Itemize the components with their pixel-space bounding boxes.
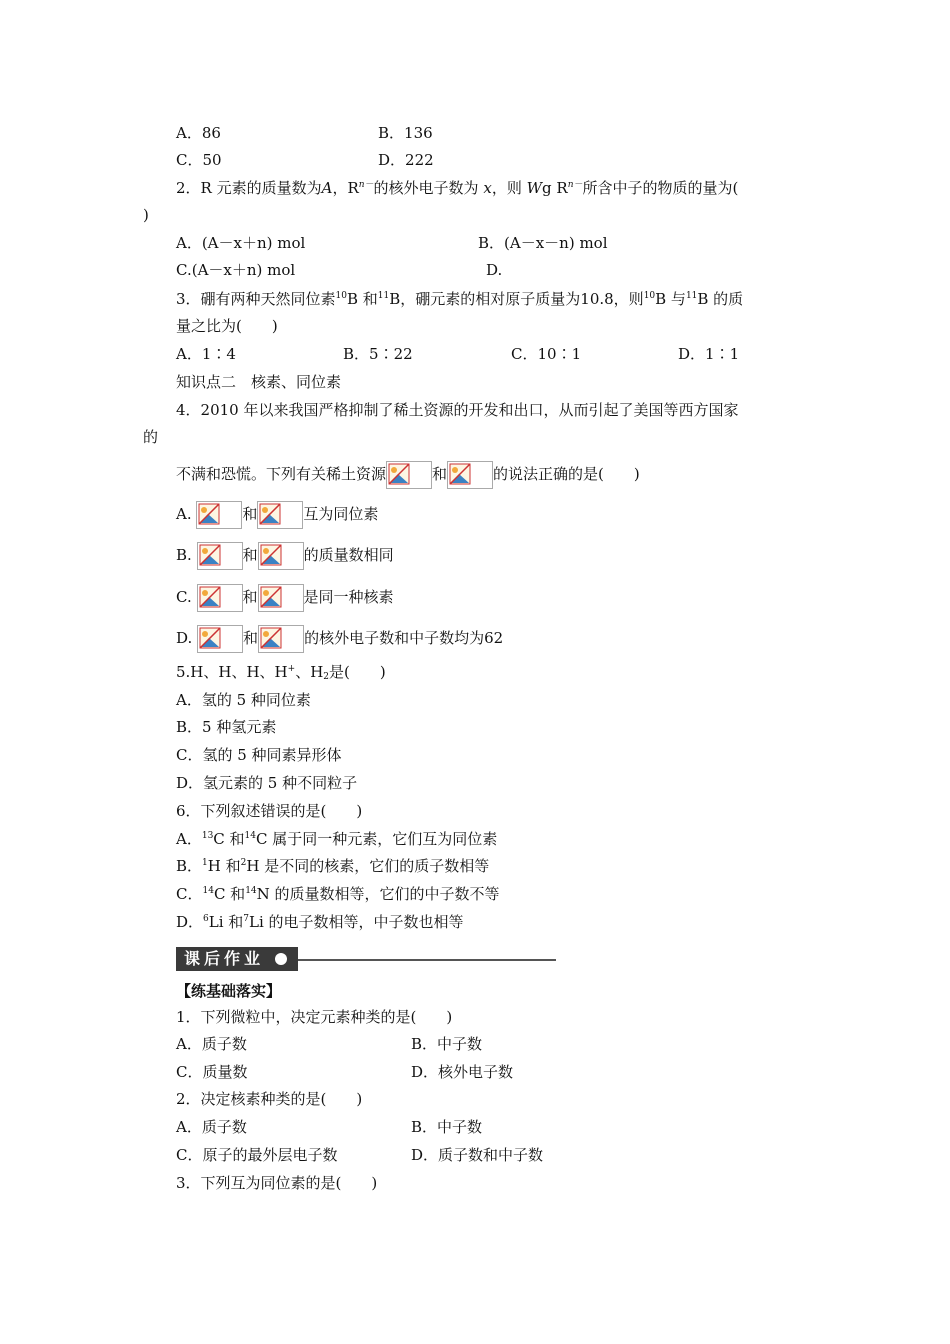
- q2-option-c: C.(A－x＋n) mol: [176, 261, 296, 279]
- q4-option-b: B. 和 的质量数相同: [176, 540, 394, 570]
- q1-option-a: A．86: [176, 124, 221, 142]
- q5-option-a: A．氢的 5 种同位素: [176, 691, 311, 709]
- section-title: 知识点二 核素、同位素: [176, 373, 342, 391]
- q3-option-c: C．10∶1: [511, 345, 582, 363]
- q3-option-a: A．1∶4: [176, 345, 236, 363]
- broken-image-icon: [196, 501, 242, 529]
- q6-stem: 6．下列叙述错误的是( ): [176, 802, 363, 820]
- homework-subtitle: 【练基础落实】: [176, 982, 282, 1000]
- q4-option-a: A. 和 互为同位素: [176, 499, 378, 529]
- banner-dot-icon: [275, 953, 287, 965]
- h1-option-c: C．质量数: [176, 1063, 248, 1081]
- q2-close-paren: ): [143, 206, 149, 224]
- q1-option-d: D．222: [378, 151, 434, 169]
- q1-option-b: B．136: [378, 124, 433, 142]
- q1-option-c: C．50: [176, 151, 222, 169]
- broken-image-icon: [197, 625, 243, 653]
- q5-option-c: C．氢的 5 种同素异形体: [176, 746, 342, 764]
- q2-option-a: A．(A－x＋n) mol: [176, 234, 306, 252]
- broken-image-icon: [386, 461, 432, 489]
- q5-option-d: D．氢元素的 5 种不同粒子: [176, 774, 358, 792]
- h2-option-d: D．质子数和中子数: [411, 1146, 544, 1164]
- q2-option-b: B．(A－x－n) mol: [478, 234, 608, 252]
- h2-option-a: A．质子数: [176, 1118, 247, 1136]
- h1-stem: 1．下列微粒中，决定元素种类的是( ): [176, 1008, 453, 1026]
- q3-option-b: B．5∶22: [343, 345, 413, 363]
- q6-option-d: D．$^6$Li 和$^7$Li 的电子数相等，中子数也相等: [176, 913, 464, 931]
- q4-option-d: D. 和 的核外电子数和中子数均为62: [176, 623, 503, 653]
- h3-stem: 3．下列互为同位素的是( ): [176, 1174, 378, 1192]
- broken-image-icon: [197, 542, 243, 570]
- h2-stem: 2．决定核素种类的是( ): [176, 1090, 363, 1108]
- q6-option-c: C．$^{14}$C 和$^{14}$N 的质量数相等，它们的中子数不等: [176, 885, 500, 903]
- h1-option-a: A．质子数: [176, 1035, 247, 1053]
- h1-option-b: B．中子数: [411, 1035, 483, 1053]
- broken-image-icon: [197, 584, 243, 612]
- q4-stem-line1: 4．2010 年以来我国严格抑制了稀土资源的开发和出口，从而引起了美国等西方国家: [176, 401, 739, 419]
- homework-banner: 课后作业: [176, 947, 298, 971]
- h1-option-d: D．核外电子数: [411, 1063, 514, 1081]
- h2-option-c: C．原子的最外层电子数: [176, 1146, 338, 1164]
- q4-stem-wrap: 的: [143, 428, 159, 446]
- broken-image-icon: [257, 501, 303, 529]
- broken-image-icon: [258, 542, 304, 570]
- q2-stem: 2．R 元素的质量数为A，$R^{n-}$的核外电子数为 x，则 Wg $R^{n-}$所含中子的物质的量为(: [176, 179, 739, 197]
- q6-option-b: B．$^1$H 和$^2$H 是不同的核素，它们的质子数相等: [176, 857, 490, 875]
- broken-image-icon: [258, 584, 304, 612]
- q5-stem: 5.H、H、H、H+、$H_2$是( ): [176, 663, 386, 682]
- q3-stem-line2: 量之比为( ): [176, 317, 278, 335]
- broken-image-icon: [258, 625, 304, 653]
- q3-stem: 3．硼有两种天然同位素$^{10}$B 和$^{11}$B，硼元素的相对原子质量为10.8，则$^{10}$B 与$^{11}$B 的质: [176, 290, 744, 308]
- broken-image-icon: [447, 461, 493, 489]
- q5-option-b: B．5 种氢元素: [176, 718, 277, 736]
- banner-divider: [298, 959, 556, 961]
- h2-option-b: B．中子数: [411, 1118, 483, 1136]
- q4-stem-line2: 不满和恐慌。下列有关稀土资源 和 的说法正确的是( ): [176, 459, 640, 489]
- q6-option-a: A．$^{13}$C 和$^{14}$C 属于同一种元素，它们互为同位素: [176, 830, 498, 848]
- q4-option-c: C. 和 是同一种核素: [176, 582, 394, 612]
- q3-option-d: D．1∶1: [678, 345, 740, 363]
- q2-option-d: D.: [486, 261, 503, 279]
